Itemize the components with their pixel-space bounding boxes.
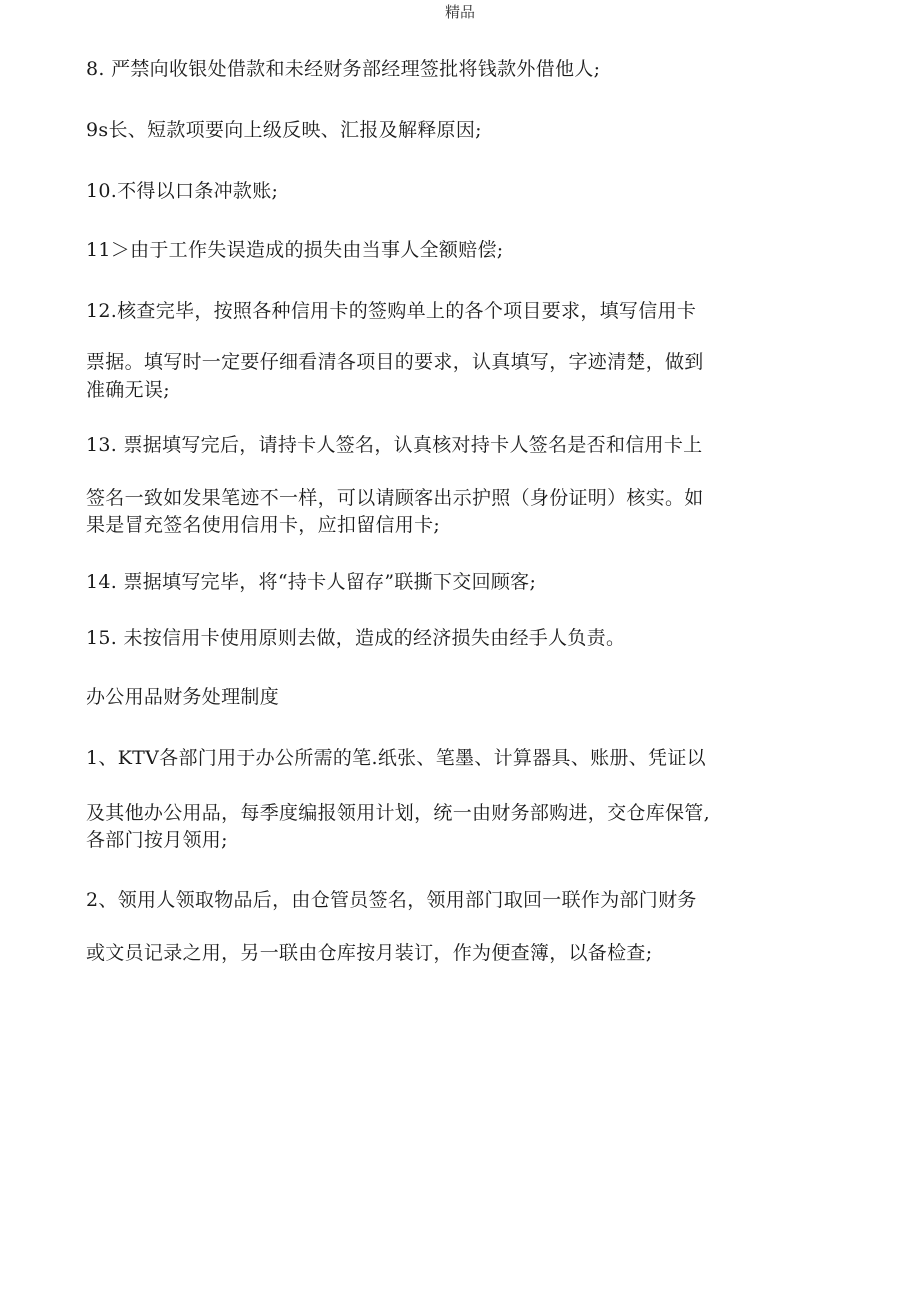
office-item-1-line-1: 1、KTV各部门用于办公所需的笔.纸张、笔墨、计算器具、账册、凭证以: [86, 747, 706, 769]
rule-item-13-line-3: 果是冒充签名使用信用卡，应扣留信用卡;: [86, 514, 441, 536]
rule-item-12-line-3: 准确无误;: [86, 379, 170, 401]
page-header: 精品: [444, 3, 475, 21]
rule-item-10: 10.不得以口条冲款账;: [86, 180, 279, 202]
rule-item-8: 8. 严禁向收银处借款和未经财务部经理签批将钱款外借他人;: [86, 58, 601, 80]
office-item-1-line-2: 及其他办公用品，每季度编报领用计划，统一由财务部购进，交仓库保管,: [86, 802, 710, 824]
rule-item-12-line-1: 12.核查完毕，按照各种信用卡的签购单上的各个项目要求，填写信用卡: [86, 300, 697, 322]
office-item-1-line-3: 各部门按月领用;: [86, 829, 228, 851]
rule-item-11: 11＞由于工作失误造成的损失由当事人全额赔偿;: [86, 239, 504, 261]
office-item-2-line-2: 或文员记录之用，另一联由仓库按月装订，作为便查簿，以备检查;: [86, 942, 653, 964]
section-title: 办公用品财务处理制度: [86, 686, 280, 708]
rule-item-9: 9s长、短款项要向上级反映、汇报及解释原因;: [86, 119, 482, 141]
rule-item-13-line-2: 签名一致如发果笔迹不一样，可以请顾客出示护照（身份证明）核实。如: [86, 487, 704, 509]
rule-item-14: 14. 票据填写完毕，将“持卡人留存”联撕下交回顾客;: [86, 571, 537, 593]
rule-item-12-line-2: 票据。填写时一定要仔细看清各项目的要求，认真填写，字迹清楚，做到: [86, 351, 704, 373]
office-item-2-line-1: 2、领用人领取物品后，由仓管员签名，领用部门取回一联作为部门财务: [86, 889, 697, 911]
rule-item-13-line-1: 13. 票据填写完后，请持卡人签名，认真核对持卡人签名是否和信用卡上: [86, 434, 703, 456]
rule-item-15: 15. 未按信用卡使用原则去做，造成的经济损失由经手人负责。: [86, 627, 626, 649]
